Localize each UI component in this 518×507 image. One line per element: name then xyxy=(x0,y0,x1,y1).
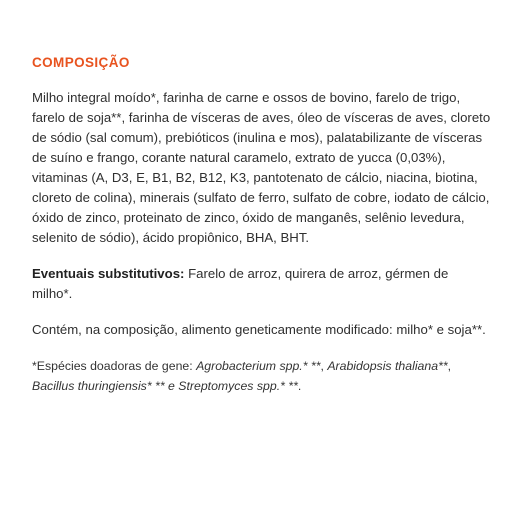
substitutes-text: Farelo de arroz, quirera de arroz, gérmen de milho*. xyxy=(32,266,449,301)
species-separator-1: , xyxy=(320,359,328,373)
species-bacillus-streptomyces: Bacillus thuringiensis* ** e Streptomyces spp.* ** xyxy=(32,379,298,393)
species-agrobacterium: Agrobacterium spp.* ** xyxy=(196,359,321,373)
species-prefix: *Espécies doadoras de gene: xyxy=(32,359,197,373)
species-arabidopsis: Arabidopsis thaliana** xyxy=(327,359,448,373)
gmo-notice: Contém, na composição, alimento geneticamente modificado: milho* e soja**. xyxy=(32,322,486,337)
gene-donor-species xyxy=(32,356,492,396)
species-end: . xyxy=(297,379,302,393)
species-separator-2: , xyxy=(447,359,452,373)
section-heading: COMPOSIÇÃO xyxy=(32,55,130,70)
substitutes-paragraph xyxy=(32,264,492,304)
composition-text: Milho integral moído*, farinha de carne e ossos de bovino, farelo de trigo, farelo de soja**, farinha de vísceras de aves, óleo de vísceras de aves, cloreto de sódio (sal comum), prebióticos (inulina e mos), palatabilizante de vísceras de suíno e frango, corante natural caramelo, extrato de yucca (0,03%), vitaminas (A, D3, E, B1, B2, B12, K3, pantotenato de cálcio, niacina, biotina, cloreto de colina), minerais (sulfato de ferro, sulfato de cobre, iodato de cálcio, óxido de zinco, proteinato de zinco, óxido de manganês, selênio levedura, selenito de sódio), ácido propiônico, BHA, BHT. xyxy=(32,90,491,245)
substitutes-label: Eventuais substitutivos: xyxy=(32,266,185,281)
